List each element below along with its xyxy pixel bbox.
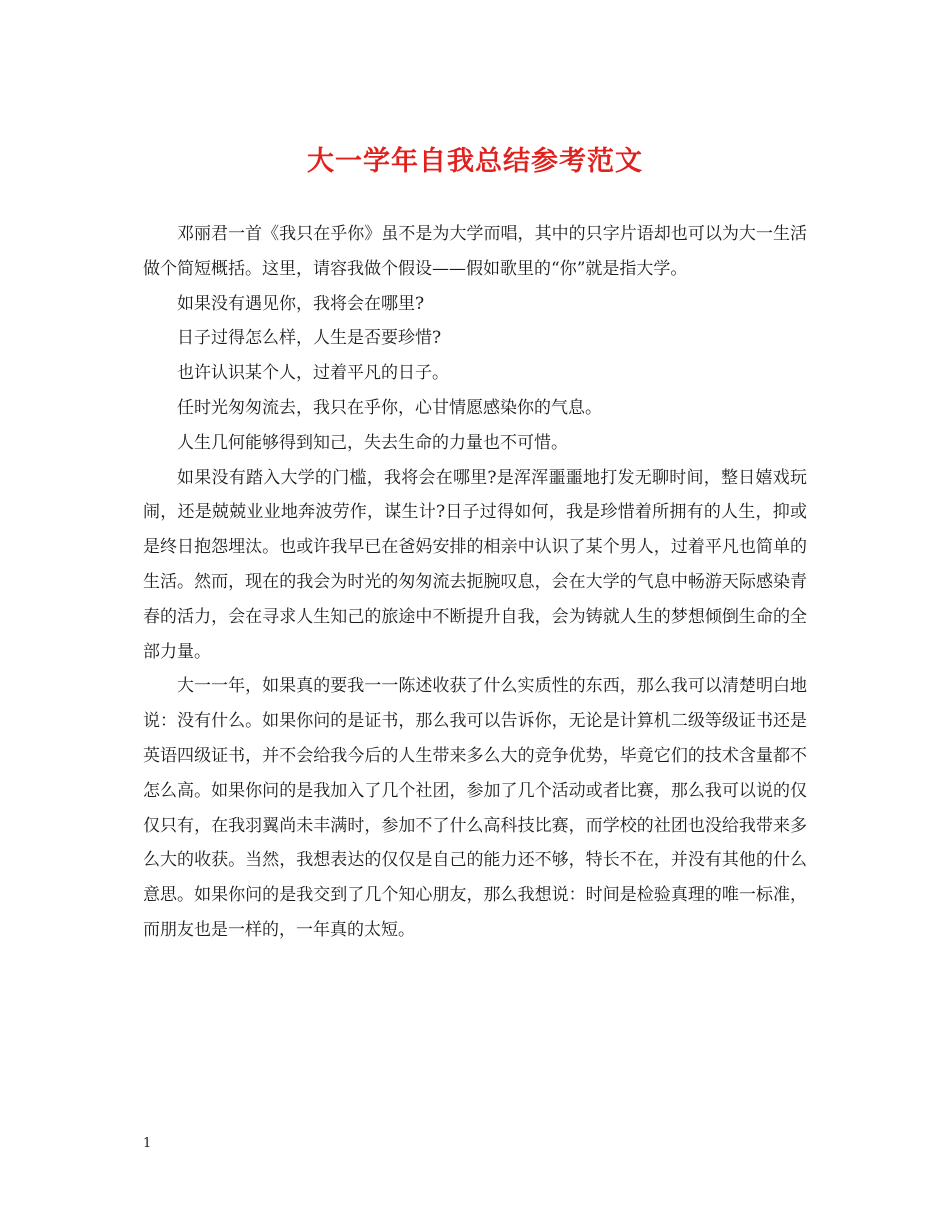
paragraph-lyric-1: 如果没有遇见你，我将会在哪里?: [177, 293, 425, 314]
paragraph-lyric-5: 人生几何能够得到知己，失去生命的力量也不可惜。: [177, 432, 568, 453]
paragraph-lyric-4: 任时光匆匆流去，我只在乎你，心甘情愿感染你的气息。: [177, 397, 602, 418]
paragraph-lyric-3: 也许认识某个人，过着平凡的日子。: [177, 363, 449, 384]
paragraph-lyric-2: 日子过得怎么样，人生是否要珍惜?: [177, 328, 442, 349]
paragraph-reflection: 如果没有踏入大学的门槛，我将会在哪里?是浑浑噩噩地打发无聊时间，整日嬉戏玩闹，还是兢兢业业地奔波劳作，谋生计?日子过得如何，我是珍惜着所拥有的人生，抑或是终日抱怨埋汰。也或许我早已在爸妈安排的相亲中认识了某个男人，过着平凡也简单的生活。然而，现在的我会为时光的匆匆流去扼腕叹息，会在大学的气息中畅游天际感染青春的活力，会在寻求人生知己的旅途中不断提升自我，会为铸就人生的梦想倾倒生命的全部力量。: [143, 467, 807, 662]
paragraph-first-year: 大一一年，如果真的要我一一陈述收获了什么实质性的东西，那么我可以清楚明白地说：没有什么。如果你问的是证书，那么我可以告诉你，无论是计算机二级等级证书还是英语四级证书，并不会给我今后的人生带来多么大的竞争优势，毕竟它们的技术含量都不怎么高。如果你问的是我加入了几个社团，参加了几个活动或者比赛，那么我可以说的仅仅只有，在我羽翼尚未丰满时，参加不了什么高科技比赛，而学校的社团也没给我带来多么大的收获。当然，我想表达的仅仅是自己的能力还不够，特长不在，并没有其他的什么意思。如果你问的是我交到了几个知心朋友，那么我想说：时间是检验真理的唯一标准，而朋友也是一样的，一年真的太短。: [143, 676, 807, 940]
paragraph-intro: 邓丽君一首《我只在乎你》虽不是为大学而唱，其中的只字片语却也可以为大一生活做个简短概括。这里，请容我做个假设——假如歌里的“你”就是指大学。: [143, 224, 807, 279]
page-number: 1: [143, 1136, 152, 1151]
document-title: 大一学年自我总结参考范文: [307, 146, 643, 177]
document-body: [143, 217, 807, 948]
